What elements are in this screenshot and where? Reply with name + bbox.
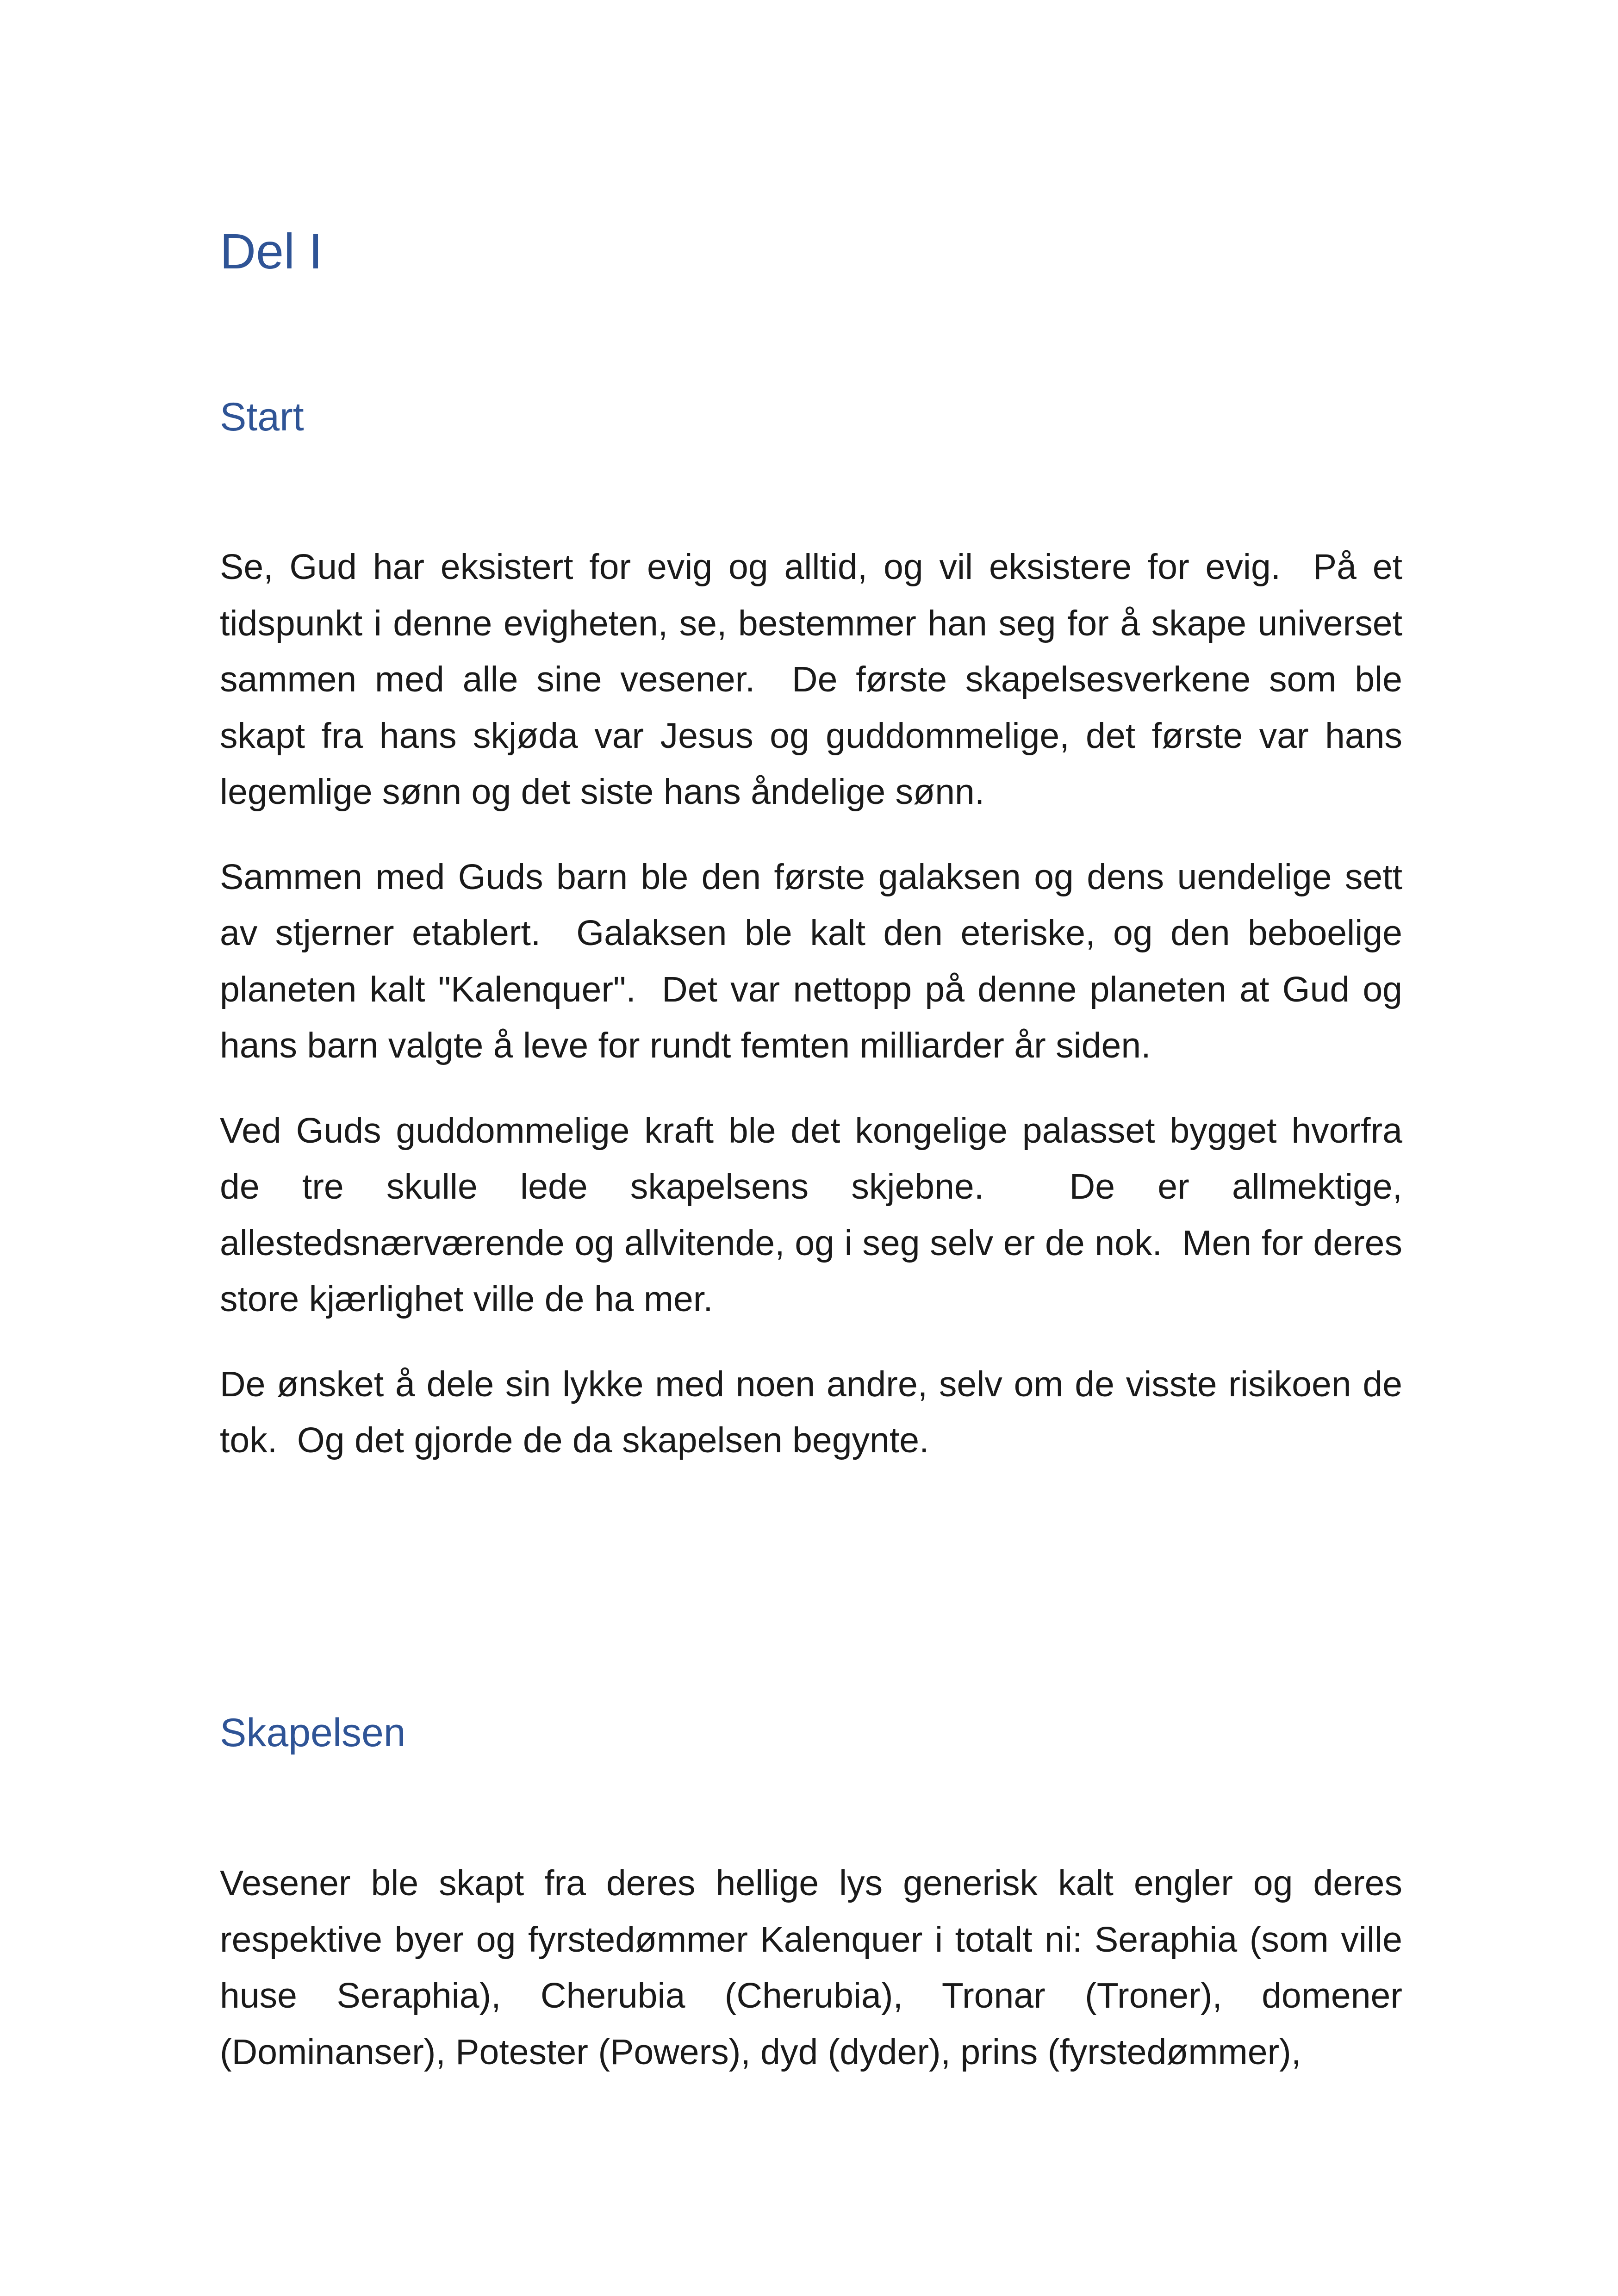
paragraph: De ønsket å dele sin lykke med noen andre, selv om de visste risikoen de tok. Og det gjorde de da skapelsen begynte. bbox=[220, 1364, 1413, 1460]
part-title: Del I bbox=[220, 223, 323, 279]
section-heading-skapelsen: Skapelsen bbox=[220, 1711, 406, 1755]
paragraph: Ved Guds guddommelige kraft ble det kongelige palasset bygget hvorfra de tre skulle lede skapelsens skjebne. De er allmektige, allestedsnærværende og allvitende, og i seg selv er de nok. Men for deres store kjærlighet ville de ha mer. bbox=[220, 1110, 1413, 1319]
section-start-body bbox=[220, 539, 1413, 1498]
section-skapelsen-body bbox=[220, 1855, 1413, 2109]
paragraph: Vesener ble skapt fra deres hellige lys generisk kalt engler og deres respektive byer og fyrstedømmer Kalenquer i totalt ni: Seraphia (som ville huse Seraphia), Cherubia (Cherubia), Tronar (Troner), domener (Dominanser), Potester (Powers), dyd (dyder), prins (fyrstedømmer), bbox=[220, 1863, 1413, 2072]
paragraph: Se, Gud har eksistert for evig og alltid, og vil eksistere for evig. På et tidspunkt i denne evigheten, se, bestemmer han seg for å skape universet sammen med alle sine vesener. De første skapelsesverkene som ble skapt fra hans skjøda var Jesus og guddommelige, det første var hans legemlige sønn og det siste hans åndelige sønn. bbox=[220, 547, 1413, 812]
section-heading-start: Start bbox=[220, 395, 304, 439]
paragraph: Sammen med Guds barn ble den første galaksen og dens uendelige sett av stjerner etablert. Galaksen ble kalt den eteriske, og den beboelige planeten kalt "Kalenquer". Det var nettopp på denne planeten at Gud og hans barn valgte å leve for rundt femten milliarder år siden. bbox=[220, 857, 1413, 1065]
